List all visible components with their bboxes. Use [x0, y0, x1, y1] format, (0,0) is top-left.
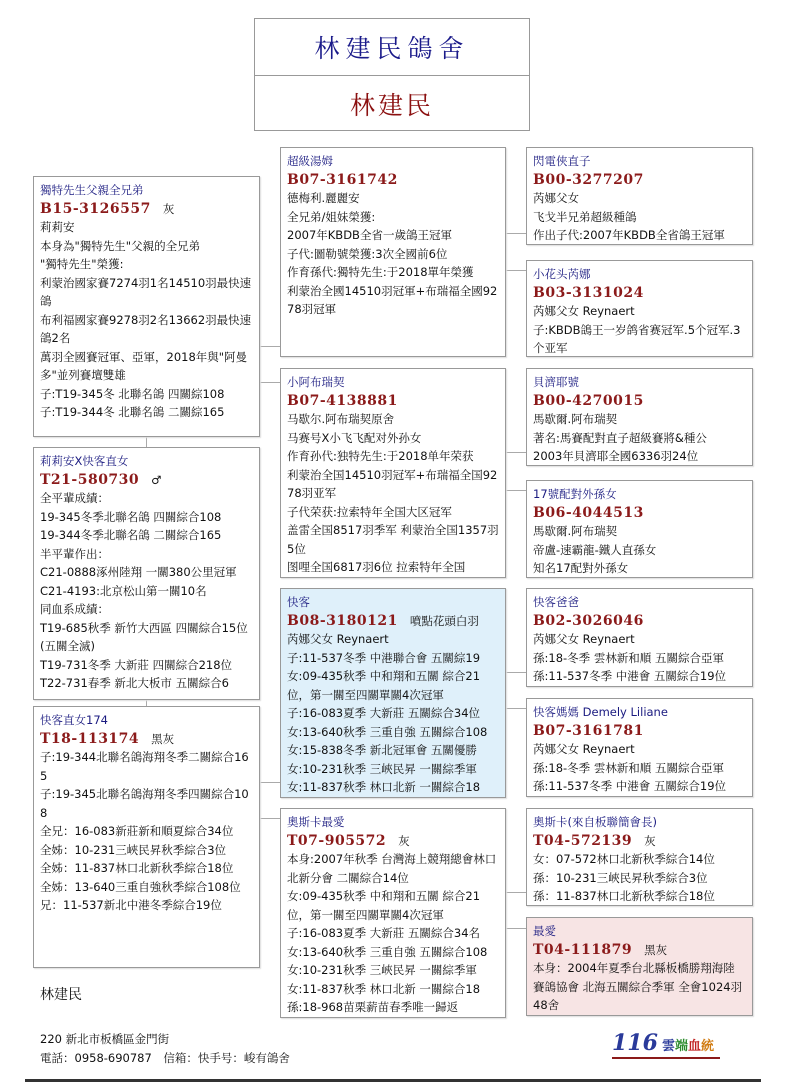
pigeon-note: 子:T19-345冬 北聯名鴿 四關綜108 [40, 386, 225, 401]
pigeon-name: 快客媽媽 Demely Liliane [533, 705, 668, 719]
ring-row [287, 171, 499, 190]
connector-line [260, 346, 280, 347]
pigeon-note: 萬羽全國賽冠軍、亞軍，2018年與"阿曼多"並列賽壇雙雄 [40, 349, 248, 382]
pigeon-note: 帝盧-速霸龍-鐵人直孫女 [533, 542, 657, 557]
pigeon-name: 奧斯卡最愛 [287, 815, 345, 829]
ring-row [40, 471, 253, 490]
ring-row [533, 612, 746, 631]
connector-line [506, 928, 526, 929]
pigeon-card-g3-4 [526, 480, 753, 578]
ring-number: B00-4270015 [533, 392, 644, 409]
ring-number: T04-111879 [533, 941, 633, 958]
ring-number: B03-3131024 [533, 284, 644, 301]
ring-number: T18-113174 [40, 730, 140, 747]
ring-row [287, 392, 499, 411]
pigeon-name: 小阿布瑞契 [287, 375, 345, 389]
pigeon-note: 子:11-537冬季 中港聯合會 五關綜19 [287, 650, 481, 665]
pigeon-note: 女:15-838冬季 新北冠軍會 五關優勝 [287, 743, 477, 757]
ring-row [287, 832, 499, 851]
phone-email: 電話：0958-690787 信箱：快手号：峻有鴿舍 [40, 1051, 290, 1065]
pigeon-note: 半平輩作出： [40, 546, 109, 561]
connector-line [506, 490, 526, 491]
pigeon-name: 17號配對外孫女 [533, 487, 617, 501]
pigeon-card-g2-1 [280, 147, 506, 357]
pigeon-note: 子代荣获:拉索特年全国大区冠军 [287, 504, 452, 519]
ring-number: B07-3161742 [287, 171, 398, 188]
logo-underline [612, 1057, 720, 1059]
pigeon-note: 全姊：13-640三重自強秋季綜合108位 [40, 879, 241, 894]
pigeon-note: 飞戈半兄弟超級種鴿 [533, 209, 637, 224]
pigeon-note: 子代:圖勒號榮獲:3次全國前6位 [287, 246, 448, 261]
pigeon-note: 子:T19-344冬 北聯名鴿 二關綜165 [40, 405, 225, 419]
connector-line [506, 892, 526, 893]
pigeon-note: 女:09-435秋季 中和翔和五關 綜合21位，第一關至四關單關4次冠軍 [287, 669, 481, 702]
connector-line [260, 782, 280, 783]
pigeon-note: 本身：2004年夏季台北縣板橋勝翔海陸賽鴿協會 北海五關綜合季軍 全會1024羽48舍 [533, 961, 743, 1012]
plumage-color: 黑灰 [644, 942, 668, 957]
ring-row [287, 612, 499, 631]
pigeon-note: 马歇尔.阿布瑞契原舍 [287, 412, 395, 426]
connector-line [506, 672, 526, 673]
plumage-color: 灰 [398, 833, 410, 848]
connector-line [506, 452, 526, 453]
pigeon-note: 兄：11-537新北中港冬季綜合19位 [40, 898, 222, 912]
pigeon-card-g1-sire [33, 176, 260, 437]
pigeon-note: 女：07-572林口北新秋季綜合14位 [533, 852, 715, 866]
connector-line [146, 437, 147, 447]
pigeon-note: 利蒙治國家賽7274羽1名14510羽最快速鴿 [40, 275, 252, 308]
pigeon-note: 莉莉安 [40, 220, 75, 234]
ring-row [533, 832, 746, 851]
pigeon-note: 作出子代:2007年KBDB全省鴿王冠軍 [533, 228, 725, 242]
ring-number: T21-580730 [40, 471, 140, 488]
pigeon-name: 快客直女174 [40, 713, 108, 727]
pigeon-note: 盖雷全国8517羽季军 利蒙治全国1357羽5位 [287, 523, 499, 556]
ring-row [533, 941, 746, 960]
pigeon-card-g2-3 [280, 588, 506, 798]
connector-line [506, 233, 526, 234]
pigeon-note: 全兄弟/姐妹榮獲: [287, 209, 376, 224]
pigeon-note: 作育孙代:独特先生:于2018单年荣获 [287, 449, 474, 463]
ring-number: T04-572139 [533, 832, 633, 849]
pigeon-name: 貝濟耶號 [533, 375, 579, 389]
pigeon-note: 全平輩成績： [40, 491, 109, 505]
pigeon-note: 芮娜父女 Reynaert [533, 632, 635, 646]
pigeon-card-g3-8 [526, 917, 753, 1016]
pigeon-note: 利蒙治全國14510羽冠軍+布瑞福全國9278羽冠軍 [287, 283, 498, 316]
ring-number: B07-3161781 [533, 722, 644, 739]
signature: 林建民 [40, 987, 82, 1003]
plumage-color: 灰 [162, 201, 175, 216]
loft-name: 林建民鴿舍 [255, 19, 529, 76]
pigeon-note: C21-4193:北京松山第一關10名 [40, 583, 207, 598]
pigeon-note: 全兄：16-083新莊新和順夏綜合34位 [40, 824, 234, 838]
pigeon-note: T19-685秋季 新竹大西區 四關綜合15位(五關全滅) [40, 620, 248, 653]
pigeon-note: 芮娜父女 [533, 191, 579, 205]
ring-row [533, 284, 746, 303]
ring-row [40, 730, 253, 749]
owner-name: 林建民 [349, 91, 434, 120]
pigeon-note: 孫：11-837林口北新秋季綜合18位 [533, 889, 715, 903]
footer-divider [25, 1079, 761, 1082]
pigeon-card-g3-7 [526, 808, 753, 906]
pigeon-note: 孫:18-冬季 雲林新和順 五關綜合亞軍 [533, 650, 724, 665]
plumage-color: 黑灰 [151, 731, 175, 746]
pigeon-note: T22-731春季 新北大板市 五關綜合6 [40, 676, 229, 690]
brand-logo [612, 1030, 720, 1056]
pigeon-note: 19-345冬季北聯名鴿 四關綜合108 [40, 509, 222, 524]
connector-line [260, 382, 280, 383]
pigeon-note: 女:11-837秋季 林口北新 一關綜合18 [287, 981, 481, 996]
ring-number: B08-3180121 [287, 612, 398, 629]
connector-line [506, 708, 526, 709]
pigeon-name: 小花头芮娜 [533, 267, 591, 281]
pigeon-note: 著名:馬賽配對直子超級賽將&種公 [533, 430, 707, 445]
pigeon-note: 知名17配對外孫女 [533, 561, 629, 575]
pigeon-name: 閃電俠直子 [533, 154, 591, 168]
pigeon-note: 芮娜父女 Reynaert [533, 742, 635, 756]
pigeon-note: 子:19-345北聯名鴿海翔冬季四關綜合108 [40, 787, 249, 820]
pigeon-note: 女:10-231秋季 三峽民昇 一關綜季軍 [287, 963, 477, 977]
contact-info [40, 1030, 290, 1068]
ring-number: B00-3277207 [533, 171, 644, 188]
pigeon-note: 本身:2007年秋季 台灣海上競翔總會林口北新分會 二關綜合14位 [287, 852, 497, 885]
pigeon-note: 孫：10-231三峽民昇秋季綜合3位 [533, 870, 708, 885]
pigeon-note: 子:16-083夏季 大新莊 五關綜合34名 [287, 926, 481, 940]
header [254, 18, 530, 131]
pigeon-note: 女:11-837秋季 林口北新 一關綜合18 [287, 780, 481, 794]
pigeon-note: 芮娜父女 Reynaert [533, 304, 635, 318]
pigeon-note: 女:13-640秋季 三重自強 五關綜合108 [287, 724, 488, 739]
ring-row [533, 392, 746, 411]
ring-number: B06-4044513 [533, 504, 644, 521]
pigeon-note: 子:KBDB鴿王一岁鸽省赛冠军.5个冠军.3个亚军 [533, 322, 741, 355]
pigeon-name: 奧斯卡(來自板聯簡會長) [533, 815, 657, 829]
pigeon-note: 馬歇爾.阿布瑞契 [533, 412, 618, 426]
pigeon-note: 全姊：10-231三峽民昇秋季綜合3位 [40, 842, 227, 857]
pigeon-note: 同血系成績： [40, 602, 109, 616]
pigeon-note: C21-0888涿州陸翔 一關380公里冠軍 [40, 565, 237, 579]
pigeon-note: 子:16-083夏季 大新莊 五關綜合34位 [287, 706, 481, 720]
pigeon-card-g1-dam [33, 706, 260, 968]
pigeon-note: 子:19-344北聯名鴿海翔冬季二關綜合165 [40, 750, 249, 783]
pigeon-note: 图哩全国6817羽6位 拉索特年全国 [287, 560, 466, 574]
address: 220 新北市板橋區金門街 [40, 1032, 170, 1046]
pigeon-card-g1-subject [33, 447, 260, 700]
connector-line [260, 818, 280, 819]
ring-number: B07-4138881 [287, 392, 398, 409]
pigeon-note: 孫:11-537冬季 中港會 五關綜合19位 [533, 669, 727, 683]
logo-text: 雲端血統 [661, 1039, 714, 1054]
pigeon-note: 孫:18-968苗栗薪苗春季唯一歸返 [287, 1000, 459, 1014]
pigeon-name: 快客爸爸 [533, 595, 579, 609]
pigeon-note: 2003年貝濟耶全國6336羽24位 [533, 449, 699, 463]
plumage-color: 噴點花頭白羽 [409, 613, 479, 628]
pigeon-card-g3-5 [526, 588, 753, 687]
pigeon-note: 19-344冬季北聯名鴿 二關綜合165 [40, 528, 222, 542]
pigeon-note: "獨特先生"榮獲: [40, 257, 124, 271]
pigeon-card-g3-6 [526, 698, 753, 797]
ring-number: B15-3126557 [40, 200, 151, 217]
pigeon-card-g2-4 [280, 808, 506, 1018]
pigeon-name: 超級湯姆 [287, 154, 333, 168]
pigeon-note: 德梅利.麗麗安 [287, 191, 360, 205]
pigeon-note: 本身為"獨特先生"父親的全兄弟 [40, 238, 201, 253]
ring-row [533, 722, 746, 741]
pigeon-note: 馬歇爾.阿布瑞契 [533, 524, 618, 538]
pigeon-card-g3-1 [526, 147, 753, 245]
pigeon-note: 孫:11-537冬季 中港會 五關綜合19位 [533, 779, 727, 793]
pigeon-note: 马赛号X小飞飞配对外孙女 [287, 430, 422, 445]
pigeon-card-g2-2 [280, 368, 506, 578]
pigeon-note: 2007年KBDB全省一歲鴿王冠軍 [287, 228, 452, 242]
pigeon-note: 女:10-231秋季 三峽民昇 一關綜季軍 [287, 761, 477, 776]
pigeon-note: 女:09-435秋季 中和翔和五關 綜合21位，第一關至四關單關4次冠軍 [287, 889, 481, 922]
pigeon-name: 獨特先生父親全兄弟 [40, 183, 144, 197]
ring-number: B02-3026046 [533, 612, 644, 629]
ring-row [533, 171, 746, 190]
plumage-color: ♂ [151, 472, 162, 487]
pigeon-name: 莉莉安X快客直女 [40, 454, 129, 468]
ring-row [533, 504, 746, 523]
pigeon-name: 最愛 [533, 924, 556, 938]
ring-row [40, 200, 253, 219]
pigeon-note: 作育孫代:獨特先生:于2018單年榮獲 [287, 265, 474, 279]
pigeon-note: 芮娜父女 Reynaert [287, 632, 389, 646]
connector-line [506, 270, 526, 271]
logo-number: 116 [612, 1030, 658, 1056]
pigeon-card-g3-3 [526, 368, 753, 466]
pigeon-note: 利蒙治全国14510羽冠军+布瑞福全国9278羽亚军 [287, 467, 498, 500]
pigeon-note: 孫:18-冬季 雲林新和順 五關綜合亞軍 [533, 760, 724, 775]
pigeon-note: 全姊：11-837林口北新秋季綜合18位 [40, 861, 234, 875]
plumage-color: 灰 [644, 833, 656, 848]
pigeon-note: 女:13-640秋季 三重自強 五關綜合108 [287, 944, 488, 959]
ring-number: T07-905572 [287, 832, 387, 849]
pigeon-card-g3-2 [526, 260, 753, 357]
pigeon-note: T19-731冬季 大新莊 四關綜合218位 [40, 657, 233, 672]
pigeon-name: 快客 [287, 595, 310, 609]
pigeon-note: 布利福國家賽9278羽2名13662羽最快速鴿2名 [40, 312, 252, 345]
